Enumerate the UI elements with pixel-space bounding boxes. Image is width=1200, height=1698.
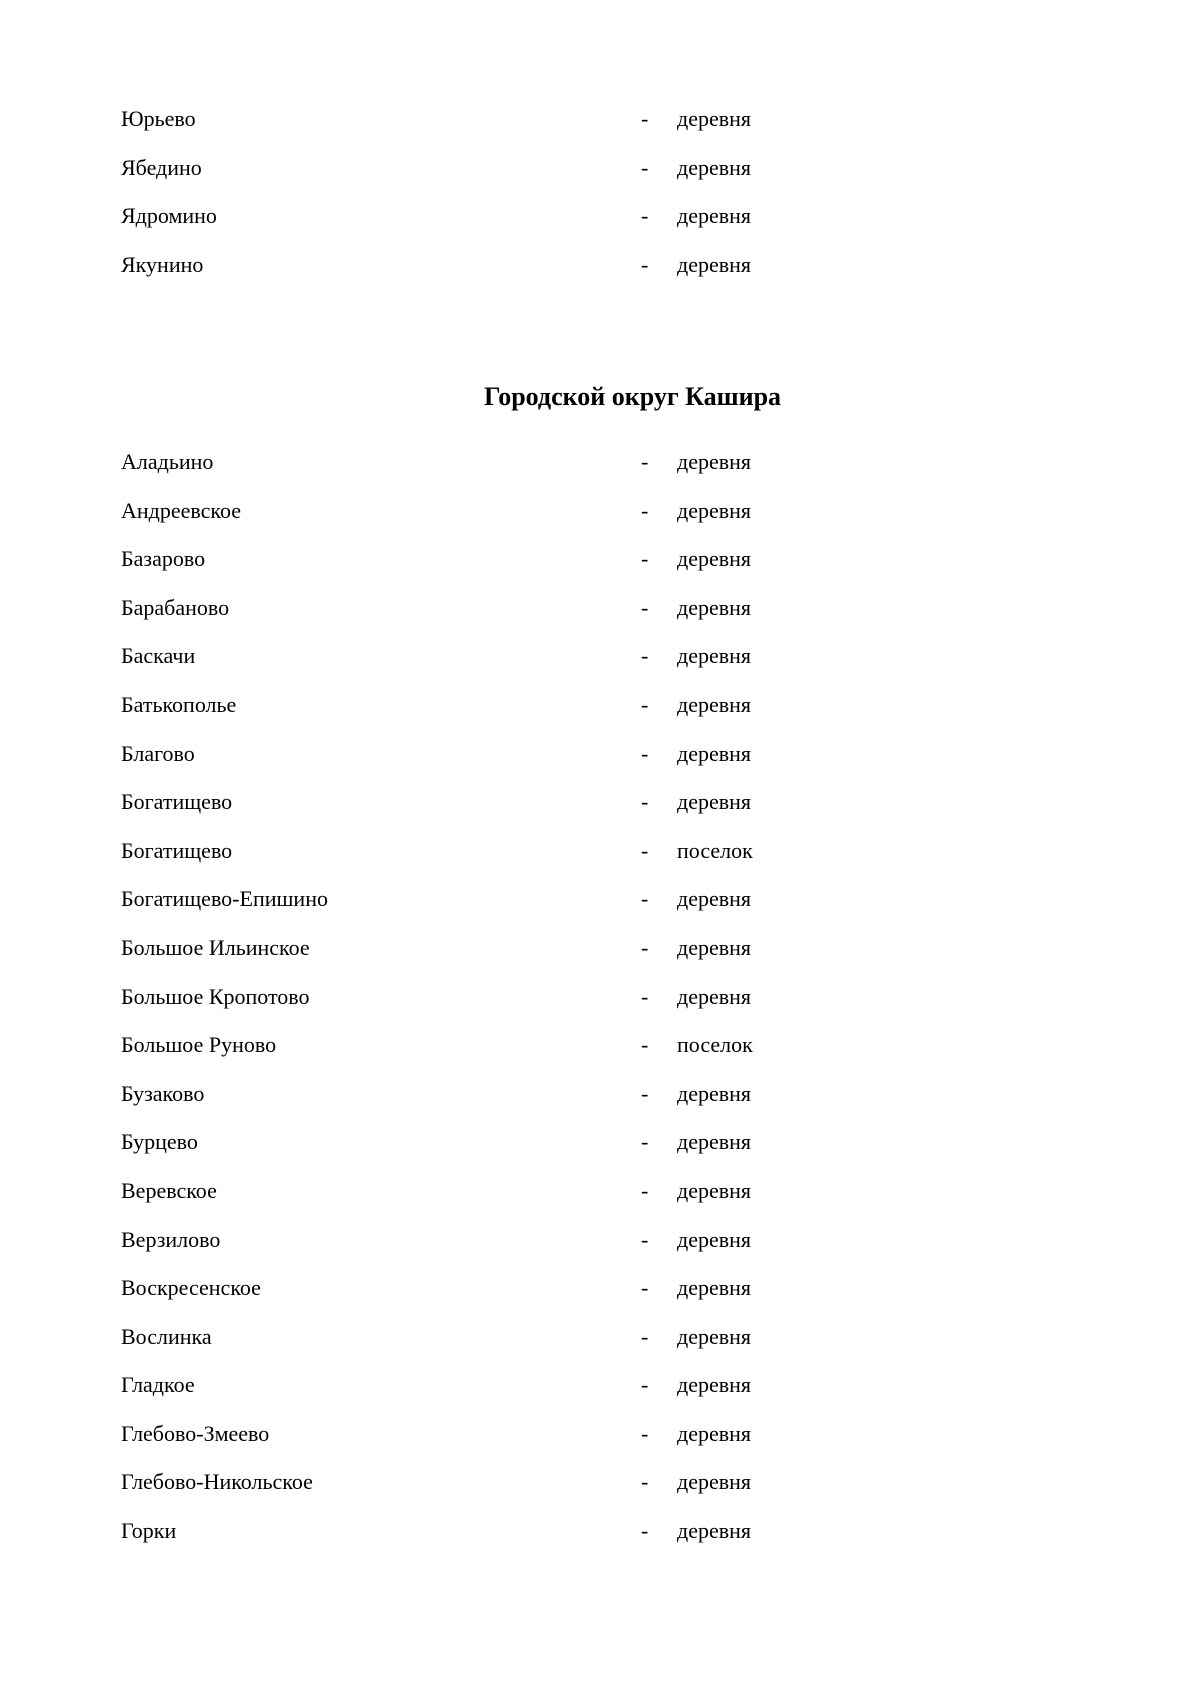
settlement-name: Веревское — [121, 1177, 217, 1203]
settlement-type: деревня — [677, 1518, 752, 1544]
list-item — [0, 740, 1200, 789]
settlement-name: Ябедино — [121, 154, 202, 180]
list-item — [0, 594, 1200, 643]
settlement-type: деревня — [677, 1129, 752, 1155]
settlement-type: деревня — [677, 1420, 752, 1446]
list-item — [0, 983, 1200, 1032]
settlement-type: деревня — [677, 886, 752, 912]
list-item — [0, 934, 1200, 983]
settlement-name: Богатищево-Епишино — [121, 886, 328, 912]
list-item — [0, 788, 1200, 837]
list-item — [0, 1177, 1200, 1226]
settlement-name: Барабаново — [121, 594, 230, 620]
settlement-type: деревня — [677, 1372, 752, 1398]
settlement-type: деревня — [677, 643, 752, 669]
settlement-name: Андреевское — [121, 497, 242, 523]
separator-dash: - — [641, 497, 649, 523]
separator-dash: - — [641, 691, 649, 717]
settlement-type: деревня — [677, 740, 752, 766]
settlement-type: деревня — [677, 203, 752, 229]
settlement-type: деревня — [677, 1226, 752, 1252]
separator-dash: - — [641, 1420, 649, 1446]
separator-dash: - — [641, 154, 649, 180]
list-item — [0, 1517, 1200, 1566]
settlement-type: деревня — [677, 1177, 752, 1203]
separator-dash: - — [641, 886, 649, 912]
list-item — [0, 497, 1200, 546]
separator-dash: - — [641, 1226, 649, 1252]
separator-dash: - — [641, 1275, 649, 1301]
settlement-type: деревня — [677, 106, 752, 131]
settlement-type: деревня — [677, 1323, 752, 1349]
settlement-type: деревня — [677, 691, 752, 717]
separator-dash: - — [641, 1129, 649, 1155]
separator-dash: - — [641, 837, 649, 863]
settlement-type: деревня — [677, 594, 752, 620]
settlement-name: Аладьино — [121, 449, 214, 474]
settlement-name: Глебово-Змеево — [121, 1420, 270, 1446]
list-item — [0, 105, 1200, 154]
settlement-name: Якунино — [121, 251, 204, 277]
list-item — [0, 1420, 1200, 1469]
list-item — [0, 885, 1200, 934]
settlement-name: Бурцево — [121, 1129, 198, 1155]
settlement-type: деревня — [677, 497, 752, 523]
section-title: Городской округ Кашира — [483, 382, 782, 411]
top-settlement-list — [0, 105, 1200, 299]
separator-dash: - — [641, 203, 649, 229]
settlement-name: Юрьево — [121, 106, 196, 131]
settlement-type: деревня — [677, 251, 752, 277]
separator-dash: - — [641, 1372, 649, 1398]
separator-dash: - — [641, 1518, 649, 1544]
separator-dash: - — [641, 594, 649, 620]
settlement-type: поселок — [677, 1032, 753, 1058]
settlement-name: Базарово — [121, 546, 206, 572]
separator-dash: - — [641, 1323, 649, 1349]
separator-dash: - — [641, 449, 649, 474]
settlement-name: Большое Кропотово — [121, 983, 310, 1009]
separator-dash: - — [641, 546, 649, 572]
settlement-type: деревня — [677, 983, 752, 1009]
section-settlement-list — [0, 448, 1200, 1566]
settlement-type: деревня — [677, 789, 752, 815]
settlement-name: Баскачи — [121, 643, 196, 669]
list-item — [0, 1323, 1200, 1372]
list-item — [0, 1371, 1200, 1420]
settlement-type: деревня — [677, 546, 752, 572]
separator-dash: - — [641, 643, 649, 669]
settlement-type: деревня — [677, 154, 752, 180]
settlement-name: Благово — [121, 740, 195, 766]
list-item — [0, 691, 1200, 740]
list-item — [0, 1080, 1200, 1129]
settlement-name: Глебово-Никольское — [121, 1469, 313, 1495]
settlement-type: деревня — [677, 1469, 752, 1495]
separator-dash: - — [641, 106, 649, 131]
separator-dash: - — [641, 789, 649, 815]
list-item — [0, 1128, 1200, 1177]
settlement-type: деревня — [677, 934, 752, 960]
settlement-name: Вослинка — [121, 1323, 212, 1349]
settlement-name: Богатищево — [121, 837, 233, 863]
settlement-name: Гладкое — [121, 1372, 195, 1398]
separator-dash: - — [641, 740, 649, 766]
list-item — [0, 1031, 1200, 1080]
separator-dash: - — [641, 1032, 649, 1058]
separator-dash: - — [641, 1177, 649, 1203]
separator-dash: - — [641, 1469, 649, 1495]
list-item — [0, 1226, 1200, 1275]
settlement-type: деревня — [677, 449, 752, 474]
separator-dash: - — [641, 251, 649, 277]
settlement-name: Батькополье — [121, 691, 237, 717]
settlement-name: Большое Ильинское — [121, 934, 310, 960]
settlement-name: Горки — [121, 1518, 177, 1544]
list-item — [0, 154, 1200, 203]
list-item — [0, 837, 1200, 886]
list-item — [0, 1274, 1200, 1323]
separator-dash: - — [641, 934, 649, 960]
settlement-type: деревня — [677, 1080, 752, 1106]
settlement-name: Воскресенское — [121, 1275, 261, 1301]
settlement-type: деревня — [677, 1275, 752, 1301]
list-item — [0, 448, 1200, 497]
list-item — [0, 545, 1200, 594]
separator-dash: - — [641, 983, 649, 1009]
settlement-name: Большое Руново — [121, 1032, 277, 1058]
settlement-name: Богатищево — [121, 789, 233, 815]
settlement-type: поселок — [677, 837, 753, 863]
list-item — [0, 1468, 1200, 1517]
list-item — [0, 202, 1200, 251]
list-item — [0, 251, 1200, 300]
separator-dash: - — [641, 1080, 649, 1106]
settlement-name: Верзилово — [121, 1226, 221, 1252]
settlement-name: Бузаково — [121, 1080, 205, 1106]
list-item — [0, 642, 1200, 691]
settlement-name: Ядромино — [121, 203, 217, 229]
